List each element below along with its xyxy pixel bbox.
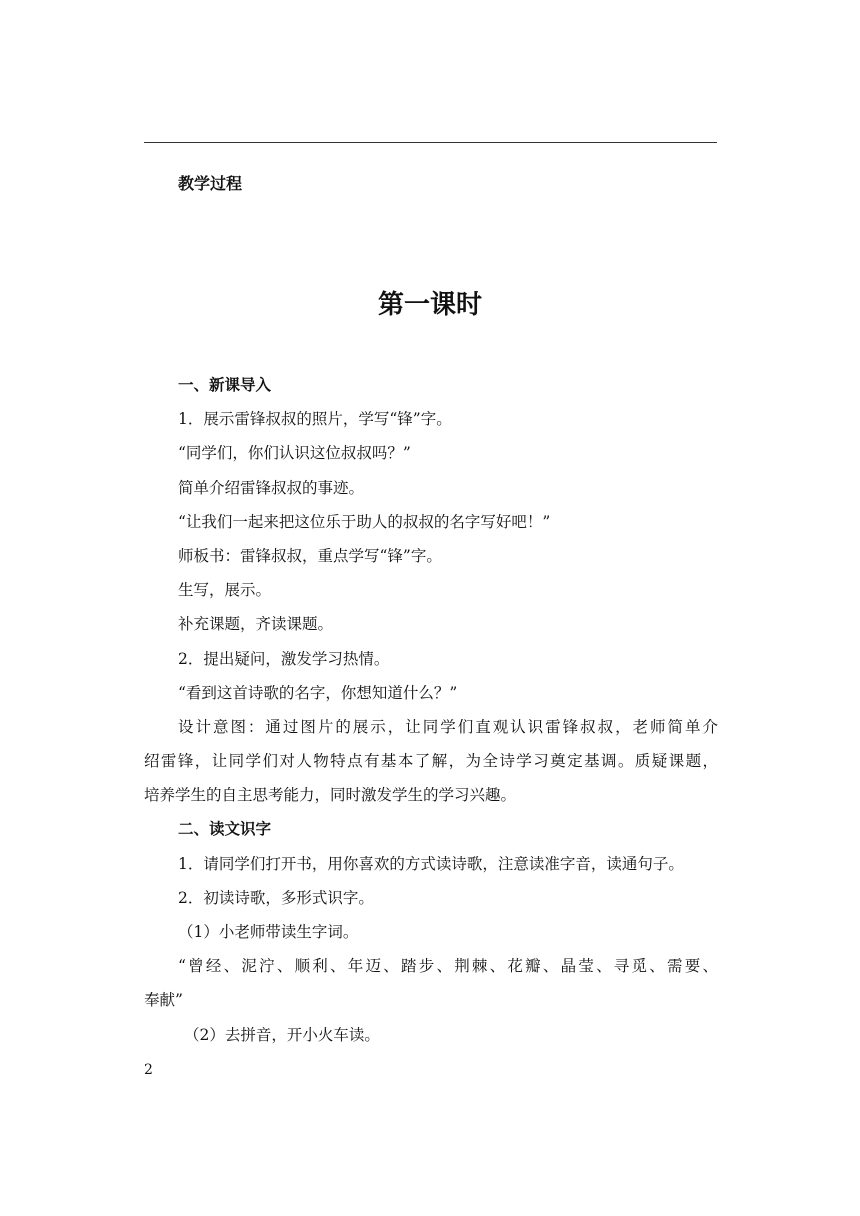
design-intent-line: 培养学生的自主思考能力，同时激发学生的学习兴趣。 [144,786,517,805]
paragraph: 1．展示雷锋叔叔的照片，学写“锋”字。 [178,410,452,429]
paragraph: （1）小老师带读生字词。 [178,923,359,941]
paragraph: 2．提出疑问，激发学习热情。 [178,649,390,668]
header-rule [144,142,717,143]
word-list-line: “曾经、泥泞、顺利、年迈、踏步、荆棘、花瓣、晶莹、寻觅、需要、 [178,957,718,976]
heading-reading-literacy: 二、读文识字 [178,819,272,839]
page-number: 2 [144,1062,153,1078]
document-body [144,368,718,1052]
lesson-title: 第一课时 [377,290,482,320]
paragraph: 1．请同学们打开书，用你喜欢的方式读诗歌，注意读准字音，读通句子。 [178,854,684,873]
paragraph: （2）去拼音，开小火车读。 [184,1025,380,1044]
paragraph: 补充课题，齐读课题。 [178,615,334,634]
paragraph: 简单介绍雷锋叔叔的事迹。 [178,478,365,497]
paragraph: 生写，展示。 [178,581,272,600]
design-intent-line: 绍雷锋，让同学们对人物特点有基本了解，为全诗学习奠定基调。质疑课题， [144,752,718,771]
paragraph: 2．初读诗歌，多形式识字。 [178,888,374,907]
section-label: 教学过程 [178,174,243,193]
paragraph: 师板书：雷锋叔叔，重点学写“锋”字。 [178,546,442,565]
word-list-line: 奉献” [144,991,183,1010]
paragraph: “看到这首诗歌的名字，你想知道什么？” [178,683,458,702]
heading-new-lesson-intro: 一、新课导入 [178,375,272,394]
paragraph: “同学们，你们认识这位叔叔吗？” [178,444,411,463]
design-intent-line: 设计意图：通过图片的展示，让同学们直观认识雷锋叔叔，老师简单介 [178,717,718,736]
paragraph: “让我们一起来把这位乐于助人的叔叔的名字写好吧！” [178,512,551,531]
